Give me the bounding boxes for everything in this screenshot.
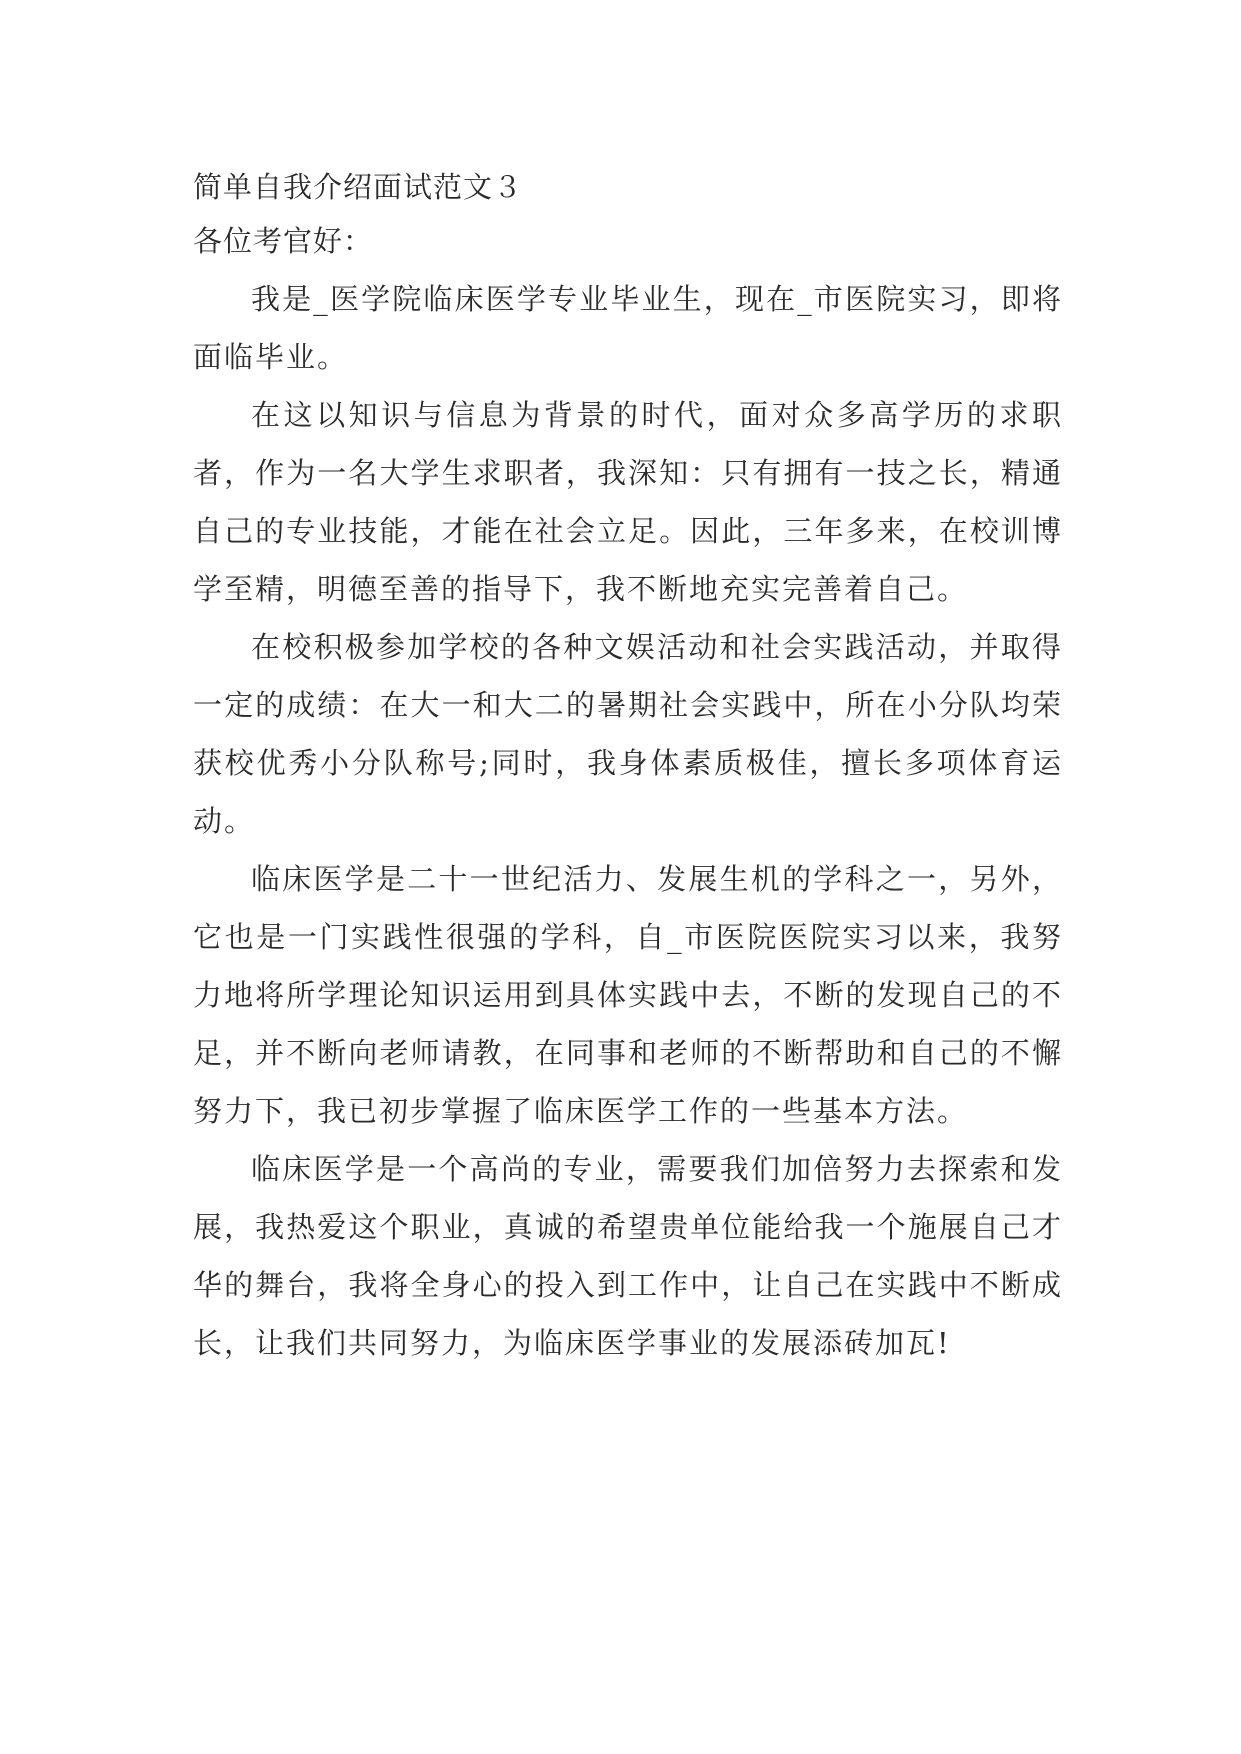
document-page bbox=[193, 160, 1063, 1372]
document-title: 简单自我介绍面试范文３ bbox=[193, 170, 524, 204]
paragraph-1: 我是_医学院临床医学专业毕业生，现在_市医院实习，即将面临毕业。 bbox=[193, 282, 1063, 374]
paragraph-2: 在这以知识与信息为背景的时代，面对众多高学历的求职者，作为一名大学生求职者，我深知：只有拥有一技之长，精通自己的专业技能，才能在社会立足。因此，三年多来，在校训博学至精，明德至善的指导下，我不断地充实完善着自己。 bbox=[193, 398, 1063, 606]
paragraph-4: 临床医学是二十一世纪活力、发展生机的学科之一，另外，它也是一门实践性很强的学科，自_市医院医院实习以来，我努力地将所学理论知识运用到具体实践中去，不断的发现自己的不足，并不断向老师请教，在同事和老师的不断帮助和自己的不懈努力下，我已初步掌握了临床医学工作的一些基本方法。 bbox=[193, 862, 1063, 1128]
paragraph-5: 临床医学是一个高尚的专业，需要我们加倍努力去探索和发展，我热爱这个职业，真诚的希望贵单位能给我一个施展自己才华的舞台，我将全身心的投入到工作中，让自己在实践中不断成长，让我们共同努力，为临床医学事业的发展添砖加瓦! bbox=[193, 1152, 1063, 1360]
paragraph-3: 在校积极参加学校的各种文娱活动和社会实践活动，并取得一定的成绩：在大一和大二的暑期社会实践中，所在小分队均荣获校优秀小分队称号;同时，我身体素质极佳，擅长多项体育运动。 bbox=[193, 630, 1063, 838]
greeting-line: 各位考官好： bbox=[193, 224, 374, 258]
